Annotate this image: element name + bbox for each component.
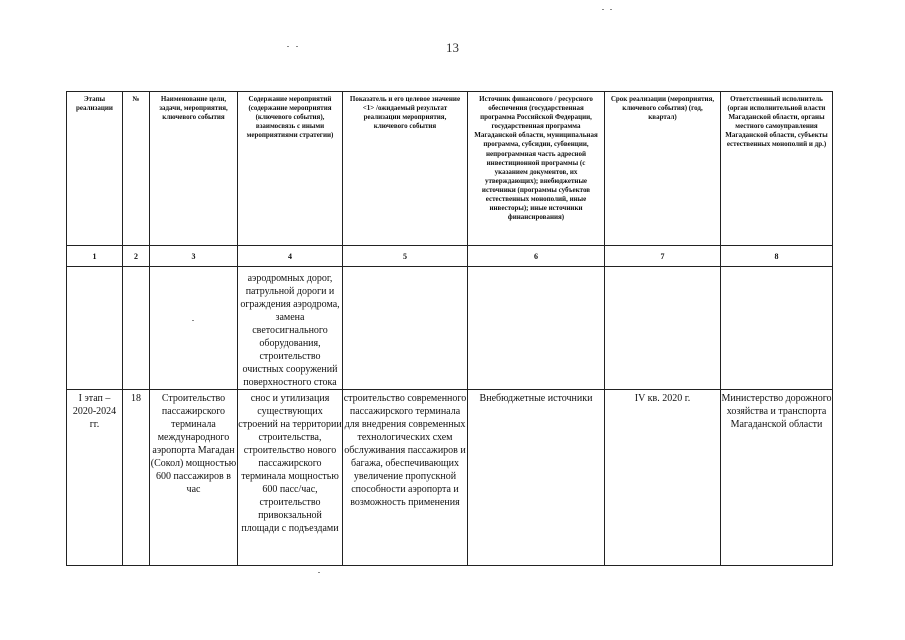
- table-row: [67, 390, 833, 566]
- cell-executor: [721, 267, 833, 390]
- header-deadline: Срок реализации (мероприятия, ключевого события) (год, квартал): [605, 92, 721, 246]
- cell-number: 18: [123, 390, 150, 566]
- continuation-row: [67, 267, 833, 390]
- scan-speck: [602, 9, 604, 10]
- cell-content: снос и утилизация существующих строений на территории строительства, строительство нового пассажирского терминала мощностью 600 пасс/час, строительство привокзальной площади с подъездами: [238, 390, 343, 566]
- measures-table: [66, 91, 833, 566]
- header-content: Содержание мероприятий (содержание мероприятия (ключевого события), взаимосвязь с иными мероприятиями стратегии): [238, 92, 343, 246]
- header-source: Источник финансового / ресурсного обеспечения (государственная программа Российской Федерации, государственная программа Магаданской области, муниципальная программа, субсидии, субвенции, непрограммная часть адресной инвестиционной программы (с указанием документов, их утверждающих); внебюджетные источники (программы субъектов естественных монополий, иные инвесторы); иные источники финансирования): [468, 92, 605, 246]
- scan-speck: [610, 9, 612, 10]
- cell-name: [150, 267, 238, 390]
- cell-deadline: [605, 267, 721, 390]
- header-number: №: [123, 92, 150, 246]
- cell-number: [123, 267, 150, 390]
- column-number: 4: [238, 246, 343, 267]
- page-number: 13: [446, 40, 459, 55]
- header-row: [67, 92, 833, 246]
- cell-source: Внебюджетные источники: [468, 390, 605, 566]
- cell-indicator: строительство современного пассажирского терминала для внедрения современных технологических схем обслуживания пассажиров и багажа, обеспечивающих увеличение пропускной способности аэропорта и возможность применения: [343, 390, 468, 566]
- header-indicator: Показатель и его целевое значение <1> /ожидаемый результат реализации мероприятия, ключевого события: [343, 92, 468, 246]
- column-number: 7: [605, 246, 721, 267]
- cell-deadline: IV кв. 2020 г.: [605, 390, 721, 566]
- cell-stage: I этап – 2020-2024 гг.: [67, 390, 123, 566]
- scan-speck: [296, 46, 298, 47]
- column-number: 8: [721, 246, 833, 267]
- cell-executor: Министерство дорожного хозяйства и транспорта Магаданской области: [721, 390, 833, 566]
- header-stage: Этапы реализации: [67, 92, 123, 246]
- scan-speck: [287, 46, 289, 47]
- cell-name: Строительство пассажирского терминала международного аэропорта Магадан (Сокол) мощностью 600 пассажиров в час: [150, 390, 238, 566]
- scan-speck: [318, 572, 320, 573]
- column-number: 3: [150, 246, 238, 267]
- column-number: 6: [468, 246, 605, 267]
- cell-source: [468, 267, 605, 390]
- column-number: 5: [343, 246, 468, 267]
- cell-indicator: [343, 267, 468, 390]
- column-number: 2: [123, 246, 150, 267]
- header-name: Наименование цели, задачи, мероприятия, ключевого события: [150, 92, 238, 246]
- cell-content: аэродромных дорог, патрульной дороги и ограждения аэродрома, замена светосигнального оборудования, строительство очистных сооружений поверхностного стока: [238, 267, 343, 390]
- header-executor: Ответственный исполнитель (орган исполнительной власти Магаданской области, органы местного самоуправления Магаданской области, субъекты естественных монополий и др.): [721, 92, 833, 246]
- cell-stage: [67, 267, 123, 390]
- column-number-row: [67, 246, 833, 267]
- column-number: 1: [67, 246, 123, 267]
